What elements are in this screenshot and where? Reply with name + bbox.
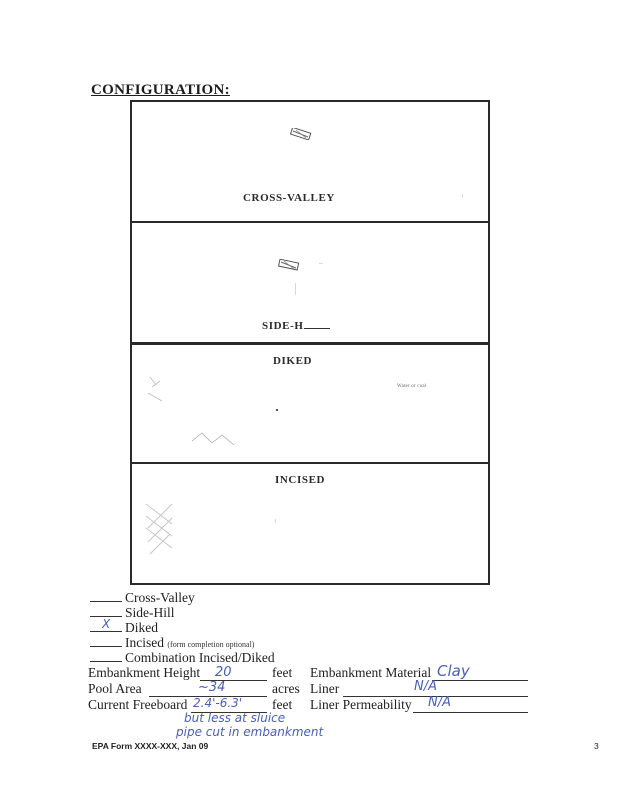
current-freeboard-unit: feet (272, 697, 293, 712)
embankment-height-field[interactable] (200, 666, 267, 681)
incised-panel (130, 462, 490, 585)
faint-hatching-icon (142, 494, 182, 564)
diked-note: Water or coal (397, 384, 427, 389)
pool-area-unit: acres (272, 681, 300, 696)
checklist-item-combination: Combination Incised/Diked (90, 649, 275, 665)
liner-label: Liner (310, 681, 340, 696)
scan-speck (462, 194, 463, 197)
optional-note: (form completion optional) (167, 640, 255, 649)
embankment-height-label: Embankment Height (88, 665, 201, 680)
checkbox-blank[interactable] (90, 589, 122, 602)
scan-speck (319, 263, 323, 264)
scan-speck (276, 409, 278, 411)
freeboard-note-line2: pipe cut in embankment (176, 725, 324, 739)
cross-valley-panel (130, 100, 490, 223)
faint-sketch-icon (142, 371, 262, 451)
scan-speck (295, 283, 296, 295)
cross-valley-label: CROSS-VALLEY (243, 192, 335, 204)
freeboard-note-line1: but less at sluice (184, 711, 286, 725)
side-hill-label: SIDE-H (262, 320, 330, 332)
embankment-material-value: Clay (437, 662, 470, 680)
liner-value: N/A (414, 679, 437, 694)
liner-permeability-label: Liner Permeability (310, 697, 412, 712)
incised-label: INCISED (275, 474, 326, 486)
checkbox-blank[interactable] (90, 634, 122, 647)
checkmark-x: X (102, 617, 111, 631)
checkbox-blank[interactable] (90, 604, 122, 617)
embankment-material-label: Embankment Material (310, 665, 432, 680)
diked-label: DIKED (273, 355, 313, 367)
current-freeboard-label: Current Freeboard (88, 697, 188, 712)
scan-speck (275, 519, 276, 523)
embankment-height-value: 20 (215, 665, 232, 680)
page-number: 3 (594, 741, 599, 751)
scan-artifact-icon (278, 259, 300, 271)
current-freeboard-value: 2.4'-6.3' (193, 696, 243, 710)
diked-panel (130, 343, 490, 464)
checklist-item-diked: X Diked (90, 619, 158, 635)
checkbox-blank[interactable] (90, 619, 122, 632)
side-hill-panel (130, 221, 490, 344)
checkbox-blank[interactable] (90, 649, 122, 662)
checklist-item-cross-valley: Cross-Valley (90, 589, 195, 605)
pool-area-value: ~34 (198, 680, 226, 695)
checklist-item-incised: Incised (form completion optional) (90, 634, 254, 652)
liner-permeability-value: N/A (428, 695, 451, 710)
pool-area-label: Pool Area (88, 681, 142, 696)
section-heading: CONFIGURATION: (91, 82, 230, 98)
embankment-height-unit: feet (272, 665, 293, 680)
scan-artifact-icon (290, 128, 312, 140)
checklist-item-side-hill: Side-Hill (90, 604, 175, 620)
form-footer: EPA Form XXXX-XXX, Jan 09 (92, 741, 209, 751)
